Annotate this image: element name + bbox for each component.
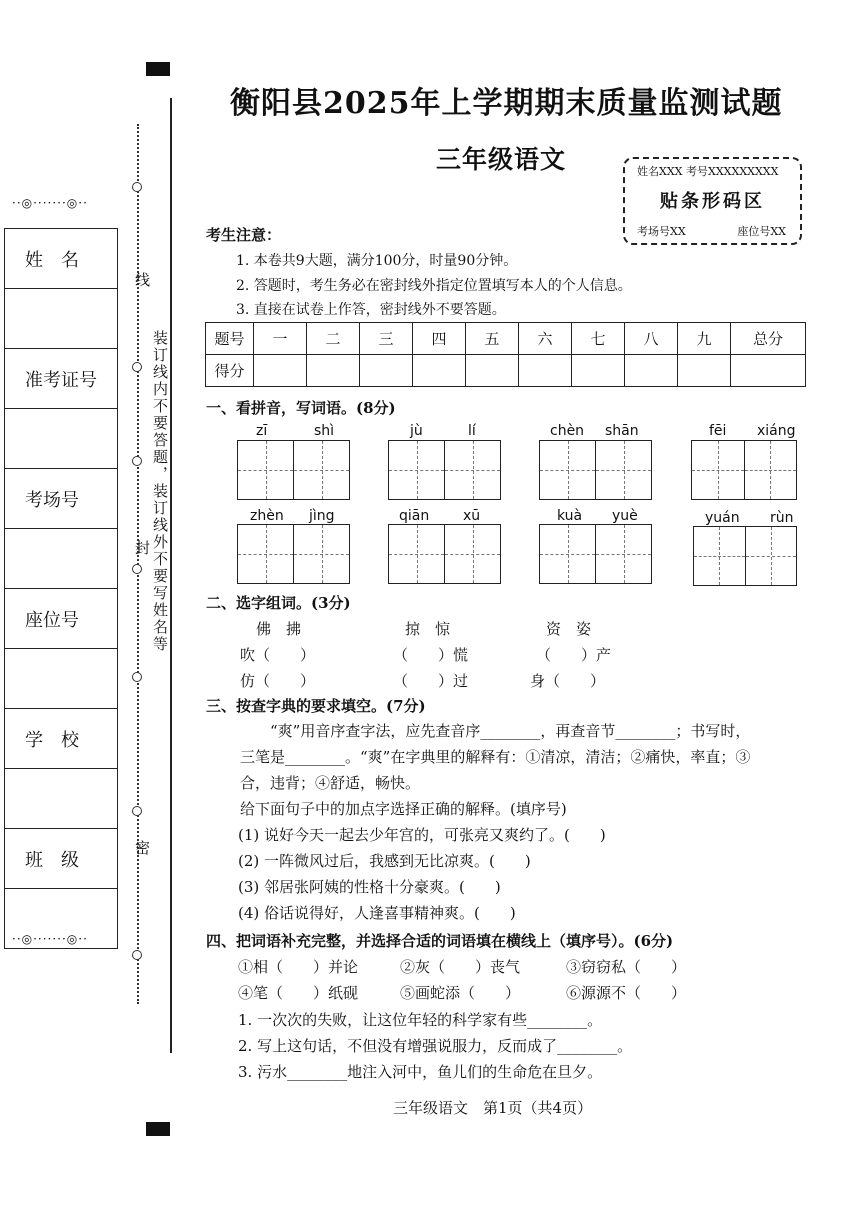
pinyin: rùn <box>770 510 794 526</box>
pinyin: fēi <box>709 423 727 439</box>
q3-item[interactable]: (1) 说好今天一起去少年宫的，可张亮又爽约了。( ) <box>238 826 606 844</box>
notice-item: 3. 直接在试卷上作答，密封线外不要答题。 <box>236 302 506 318</box>
score-col-header: 总分 <box>731 323 806 355</box>
score-table <box>205 322 806 387</box>
q4-idiom[interactable]: ③窃窃私（ ） <box>566 958 687 976</box>
score-cell[interactable] <box>519 355 572 387</box>
q4-idiom[interactable]: ④笔（ ）纸砚 <box>238 984 359 1002</box>
q2-char-pair: 佛 拂 <box>256 620 302 638</box>
field-exam-id-blank[interactable] <box>5 409 118 469</box>
q4-heading: 四、把词语补充完整，并选择合适的词语填在横线上（填序号）。(6分) <box>206 932 674 950</box>
score-col-header: 七 <box>572 323 625 355</box>
field-seat-label: 座位号 <box>5 589 118 649</box>
field-school-blank[interactable] <box>5 769 118 829</box>
q2-blank[interactable]: （ ）产 <box>536 646 612 664</box>
seal-word-line: 线 <box>133 272 151 289</box>
q1-heading: 一、看拼音，写词语。(8分) <box>206 399 396 417</box>
q2-blank[interactable]: 身（ ） <box>530 672 606 690</box>
score-col-header: 九 <box>678 323 731 355</box>
q2-blank[interactable]: （ ）过 <box>393 672 469 690</box>
notice-heading: 考生注意： <box>206 226 282 244</box>
barcode-label: 贴条形码区 <box>660 191 765 212</box>
field-room-blank[interactable] <box>5 529 118 589</box>
field-school-label: 学 校 <box>5 709 118 769</box>
pinyin: xiáng <box>757 423 796 439</box>
pinyin: kuà <box>557 508 583 524</box>
writing-grid[interactable] <box>693 526 797 586</box>
field-room-label: 考场号 <box>5 469 118 529</box>
barcode-exam-room: 考场号XX <box>637 225 686 238</box>
notice-item: 2. 答题时，考生务必在密封线外指定位置填写本人的个人信息。 <box>236 278 632 294</box>
barcode-seat: 座位号XX <box>737 225 786 238</box>
registration-mark-bottom <box>146 1122 170 1136</box>
score-cell[interactable] <box>413 355 466 387</box>
q3-item[interactable]: (4) 俗话说得好，人逢喜事精神爽。( ) <box>238 904 516 922</box>
score-col-header: 四 <box>413 323 466 355</box>
q3-item[interactable]: (2) 一阵微风过后，我感到无比凉爽。( ) <box>238 852 531 870</box>
field-name-blank[interactable] <box>5 289 118 349</box>
pinyin: jìng <box>309 508 335 524</box>
student-info-table <box>4 228 118 949</box>
q4-sentence[interactable]: 3. 污水________地注入河中，鱼儿们的生命危在旦夕。 <box>238 1063 603 1081</box>
q3-item[interactable]: (3) 邻居张阿姨的性格十分豪爽。( ) <box>238 878 501 896</box>
writing-grid[interactable] <box>388 524 501 584</box>
pinyin: zhèn <box>250 508 284 524</box>
q2-blank[interactable]: （ ）慌 <box>393 646 469 664</box>
score-cell[interactable] <box>254 355 307 387</box>
score-col-header: 五 <box>466 323 519 355</box>
pinyin: qiān <box>399 508 430 524</box>
barcode-top-line: 姓名XXX 考号XXXXXXXXX <box>637 165 779 178</box>
score-col-header: 二 <box>307 323 360 355</box>
notice-item: 1. 本卷共9大题，满分100分，时量90分钟。 <box>236 253 518 269</box>
seal-circle <box>132 362 142 372</box>
seal-circle <box>132 806 142 816</box>
q2-char-pair: 掠 惊 <box>405 620 451 638</box>
field-seat-blank[interactable] <box>5 649 118 709</box>
writing-grid[interactable] <box>237 524 350 584</box>
score-cell[interactable] <box>625 355 678 387</box>
pinyin: xū <box>463 508 481 524</box>
pinyin: jù <box>410 423 423 439</box>
registration-mark-top <box>146 62 170 76</box>
q2-blank[interactable]: 仿（ ） <box>240 672 316 690</box>
writing-grid[interactable] <box>237 440 350 500</box>
seal-circle <box>132 564 142 574</box>
q4-idiom[interactable]: ①相（ ）并论 <box>238 958 359 976</box>
q3-text: 三笔是________。“爽”在字典里的解释有：①清凉，清洁；②痛快，率直；③ <box>240 748 751 766</box>
writing-grid[interactable] <box>539 524 652 584</box>
pinyin: zī <box>256 423 268 439</box>
q4-idiom[interactable]: ⑤画蛇添（ ） <box>400 984 521 1002</box>
page-subtitle: 三年级语文 <box>436 145 567 174</box>
pinyin: chèn <box>550 423 585 439</box>
seal-circle <box>132 182 142 192</box>
q4-idiom[interactable]: ⑥源源不（ ） <box>566 984 687 1002</box>
pinyin: shì <box>314 423 335 439</box>
q4-idiom[interactable]: ②灰（ ）丧气 <box>400 958 521 976</box>
score-cell[interactable] <box>307 355 360 387</box>
barcode-area <box>623 157 802 245</box>
q3-instruction: 给下面句子中的加点字选择正确的解释。(填序号) <box>240 800 567 818</box>
q3-text: 合，违背；④舒适，畅快。 <box>240 774 421 792</box>
q2-char-pair: 资 姿 <box>546 620 592 638</box>
score-row-label: 得分 <box>206 355 254 387</box>
sidebar-dots-top: ··◎·······◎·· <box>12 196 88 210</box>
score-col-header: 八 <box>625 323 678 355</box>
pinyin: yuè <box>612 508 638 524</box>
field-class-label: 班 级 <box>5 829 118 889</box>
pinyin: lí <box>468 423 476 439</box>
score-col-header: 一 <box>254 323 307 355</box>
pinyin: yuán <box>705 510 740 526</box>
seal-word-seal: 封 <box>133 540 151 557</box>
seal-circle <box>132 950 142 960</box>
q2-heading: 二、选字组词。(3分) <box>206 594 351 612</box>
score-cell[interactable] <box>360 355 413 387</box>
writing-grid[interactable] <box>691 440 797 500</box>
seal-word-secret: 密 <box>133 840 151 857</box>
score-col-header: 六 <box>519 323 572 355</box>
q4-sentence[interactable]: 2. 写上这句话，不但没有增强说服力，反而成了________。 <box>238 1037 633 1055</box>
q3-text: “爽”用音序查字法，应先查音序________，再查音节________；书写时， <box>270 722 751 740</box>
field-exam-id-label: 准考证号 <box>5 349 118 409</box>
score-cell[interactable] <box>466 355 519 387</box>
score-col-header: 三 <box>360 323 413 355</box>
seal-circle <box>132 672 142 682</box>
margin-rule <box>170 98 172 1053</box>
pinyin: shān <box>605 423 639 439</box>
seal-instruction: 装订线内不要答题，装订线外不要写姓名等 <box>151 330 169 653</box>
score-row-label: 题号 <box>206 323 254 355</box>
score-cell[interactable] <box>731 355 806 387</box>
writing-grid[interactable] <box>388 440 501 500</box>
q4-sentence[interactable]: 1. 一次次的失败，让这位年轻的科学家有些________。 <box>238 1011 603 1029</box>
sidebar-dots-bottom: ··◎·······◎·· <box>12 932 88 946</box>
score-cell[interactable] <box>678 355 731 387</box>
seal-circle <box>132 456 142 466</box>
field-name-label: 姓 名 <box>5 229 118 289</box>
q3-heading: 三、按查字典的要求填空。(7分) <box>206 697 426 715</box>
writing-grid[interactable] <box>539 440 652 500</box>
q2-blank[interactable]: 吹（ ） <box>240 646 316 664</box>
score-cell[interactable] <box>572 355 625 387</box>
page-footer: 三年级语文 第1页（共4页） <box>393 1099 593 1117</box>
page-title: 衡阳县2025年上学期期末质量监测试题 <box>230 86 783 121</box>
